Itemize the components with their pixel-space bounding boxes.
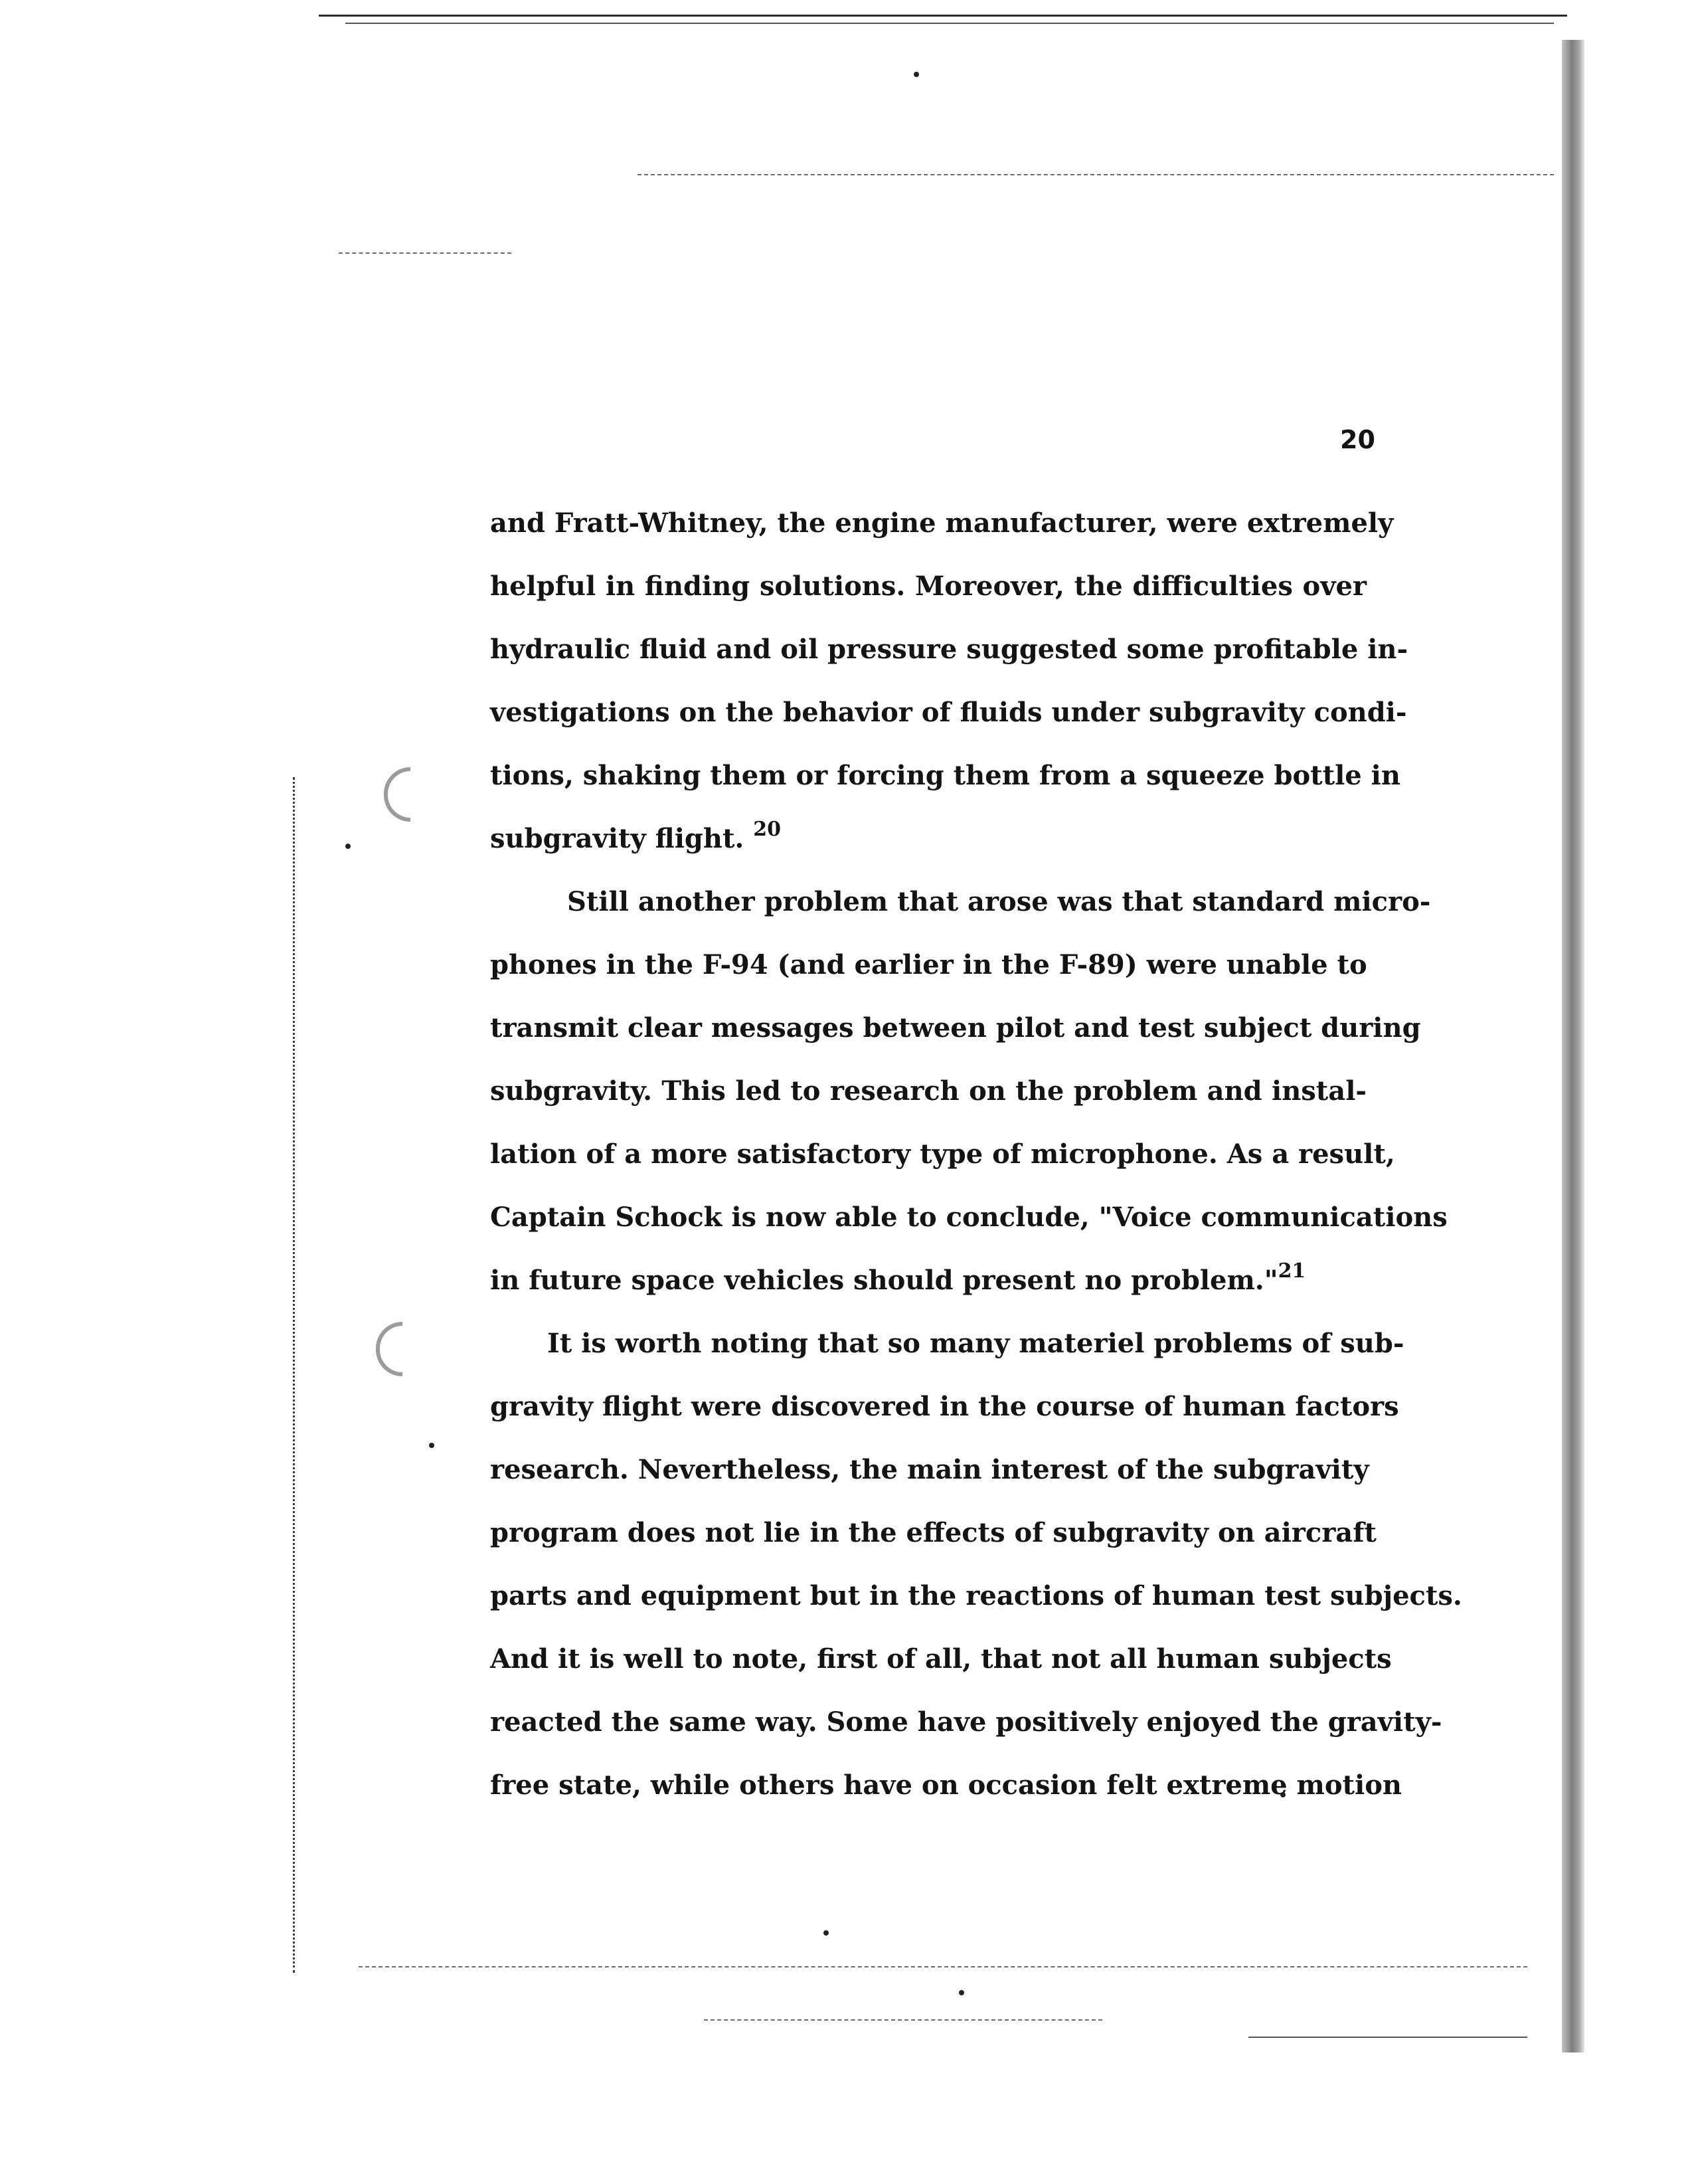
text-line: Still another problem that arose was that standard micro- xyxy=(567,886,1431,917)
footnote-marker: 20 xyxy=(753,818,782,841)
text-line: transmit clear messages between pilot and test subject during xyxy=(490,1012,1421,1044)
text-line: lation of a more satisfactory type of microphone. As a result, xyxy=(490,1138,1395,1170)
text-line: phones in the F-94 (and earlier in the F-89) were unable to xyxy=(490,949,1367,980)
text-line: Captain Schock is now able to conclude, "Voice communications xyxy=(490,1202,1448,1233)
text-line: parts and equipment but in the reactions of human test subjects. xyxy=(490,1580,1462,1611)
header-dash-line xyxy=(637,174,1554,175)
paragraph-2 xyxy=(490,882,1448,1324)
footnote-marker: 21 xyxy=(1278,1259,1306,1283)
text-line: and Fratt-Whitney, the engine manufacturer, were extremely xyxy=(490,507,1394,539)
top-edge-line xyxy=(319,15,1567,17)
text-line: subgravity. This led to research on the problem and instal- xyxy=(490,1075,1367,1107)
speck xyxy=(345,844,351,849)
speck xyxy=(823,1930,829,1936)
body-text xyxy=(490,503,1462,1829)
text-line-content: in future space vehicles should present no problem." xyxy=(490,1265,1278,1296)
text-line: vestigations on the behavior of fluids under subgravity condi- xyxy=(490,697,1407,728)
bottom-dash-line-lower xyxy=(704,2019,1102,2021)
binder-hole-upper xyxy=(384,767,410,822)
text-line: program does not lie in the effects of subgravity on aircraft xyxy=(490,1517,1377,1548)
header-dash-line-short xyxy=(339,252,511,254)
text-line: tions, shaking them or forcing them from a squeeze bottle in xyxy=(490,760,1400,791)
text-line: research. Nevertheless, the main interest of the subgravity xyxy=(490,1454,1369,1485)
text-line: gravity flight were discovered in the course of human factors xyxy=(490,1391,1399,1422)
text-line: reacted the same way. Some have positively enjoyed the gravity- xyxy=(490,1706,1442,1738)
text-line: And it is well to note, first of all, that not all human subjects xyxy=(490,1643,1392,1675)
speck xyxy=(959,1990,964,1995)
text-line: helpful in finding solutions. Moreover, the difficulties over xyxy=(490,571,1367,602)
top-edge-line-inner xyxy=(345,23,1554,24)
speck xyxy=(914,72,919,77)
left-margin-line xyxy=(293,777,295,1973)
page-number: 20 xyxy=(1340,425,1375,454)
paragraph-1 xyxy=(490,503,1408,882)
text-line: free state, while others have on occasion felt extreme motion xyxy=(490,1770,1402,1801)
binder-hole-lower xyxy=(376,1322,402,1376)
right-edge-shadow xyxy=(1562,40,1584,2052)
text-line xyxy=(490,1261,1367,1324)
text-line xyxy=(490,819,1367,882)
paragraph-3 xyxy=(490,1324,1462,1829)
text-line: hydraulic fluid and oil pressure suggested some profitable in- xyxy=(490,634,1408,665)
bottom-edge-line xyxy=(1248,2037,1527,2038)
speck xyxy=(429,1443,434,1448)
text-line: It is worth noting that so many materiel problems of sub- xyxy=(547,1328,1404,1359)
bottom-dash-line xyxy=(359,1966,1527,1967)
text-line-content: subgravity flight. xyxy=(490,823,744,854)
